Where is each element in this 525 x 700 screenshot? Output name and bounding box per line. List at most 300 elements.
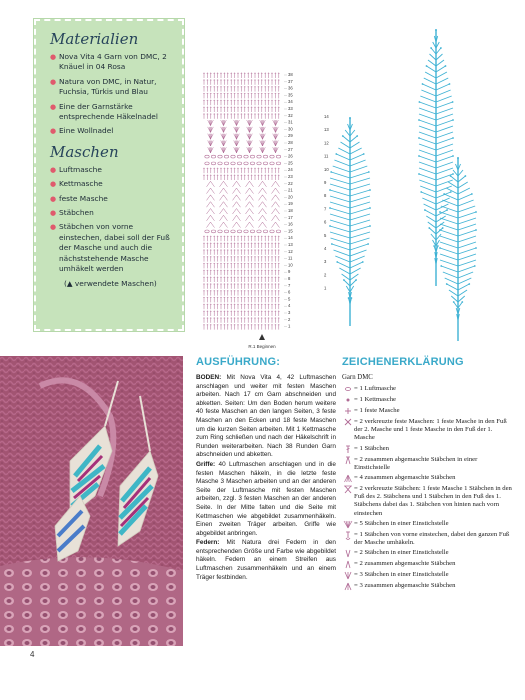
four-dc-together-icon <box>343 474 353 483</box>
feather-stitch <box>458 254 476 260</box>
feather-stitch <box>330 214 350 220</box>
feather-stitch <box>421 90 436 96</box>
chart-row <box>203 107 280 113</box>
feather-stitch <box>436 156 453 162</box>
feather-stitch <box>333 166 350 172</box>
feather-stitch <box>436 84 449 90</box>
feather-stitch <box>436 234 441 240</box>
feather-stitch <box>436 120 453 126</box>
chart-row <box>203 249 280 255</box>
chart-row <box>203 317 280 323</box>
feather-stitch <box>350 226 370 232</box>
feather-stitch <box>350 190 370 196</box>
chart-row <box>203 79 280 85</box>
feather-stitch <box>343 136 350 142</box>
row-number: 4 <box>288 303 291 309</box>
stitch-item <box>50 179 172 189</box>
feather-row-label: 1 <box>324 285 327 291</box>
materials-item-text: Eine der Garnstärke entsprechende Häkelnadel <box>59 101 158 122</box>
stitches-list <box>50 165 172 289</box>
stitch-item-text: Stäbchen von vorne einstechen, dabei soll der Fuß der Masche und auch die nächststehende Masche umhäkelt werden <box>59 222 170 274</box>
feather-stitch <box>350 130 355 136</box>
stitch-item <box>50 194 172 204</box>
chart-row <box>203 175 280 181</box>
chart-row <box>203 263 280 269</box>
symbol-row <box>342 520 512 529</box>
chart-row <box>203 311 280 317</box>
row-number: 2 <box>288 316 291 322</box>
feather-row-labels <box>324 114 329 291</box>
feather-row-label: 10 <box>324 166 329 172</box>
feather-row-label: 11 <box>324 153 329 159</box>
row-number: 35 <box>288 92 293 98</box>
feather-stitch <box>330 190 350 196</box>
feather-stitch <box>425 210 436 216</box>
symbols-subtitle: Garn DMC <box>342 374 373 381</box>
row-number: 16 <box>288 221 293 227</box>
symbol-row <box>342 456 512 472</box>
feather-stitch <box>350 196 370 202</box>
chart-row <box>208 127 279 132</box>
feather-stitch <box>342 274 350 280</box>
feather-stitch <box>436 90 451 96</box>
feather-stitch <box>442 200 458 206</box>
chart-row <box>205 162 281 165</box>
feather-stitch <box>436 114 453 120</box>
row-number: 38 <box>288 72 293 77</box>
feather-stitch <box>440 236 458 242</box>
stitch-item-text: Stäbchen <box>59 208 94 218</box>
feather-stitch <box>453 170 458 176</box>
feather-stitch <box>440 224 458 230</box>
feather-stitch <box>425 72 436 78</box>
feather-stitch <box>330 208 350 214</box>
feather-stitch <box>419 162 436 168</box>
feather-stitch <box>443 272 458 278</box>
chart-row <box>208 134 279 140</box>
feather-stitch <box>330 184 350 190</box>
feather-stitch <box>339 268 350 274</box>
symbol-description: = 1 Kettmasche <box>354 396 397 403</box>
symbol-row <box>342 571 512 580</box>
three-dc-dec-icon <box>343 582 353 591</box>
row-number: 13 <box>288 242 293 247</box>
feather-stitch <box>440 242 458 248</box>
feather-stitch <box>458 284 469 290</box>
symbol-description: = 1 Luftmasche <box>354 385 397 392</box>
symbol-row <box>342 407 512 416</box>
feather-stitch <box>337 262 350 268</box>
paragraph-label: Griffe: <box>196 460 216 468</box>
chart-row <box>207 181 280 187</box>
feather-stitch <box>341 142 350 148</box>
chart-grid <box>203 73 281 330</box>
row-number: 6 <box>288 289 291 295</box>
feather-stitch <box>336 154 350 160</box>
feather-stitch <box>458 230 476 236</box>
feather-stitch <box>458 272 473 278</box>
symbol-description: = 3 zusammen abgemaschte Stäbchen <box>354 582 456 590</box>
feather-stitch <box>428 222 436 228</box>
symbol-row <box>342 549 512 558</box>
materials-item <box>50 126 172 136</box>
feather-stitch <box>458 212 476 218</box>
feather-stitch <box>335 256 350 262</box>
feather-stitch <box>436 126 453 132</box>
double-crochet-icon <box>343 445 353 454</box>
feather-stitch <box>419 174 436 180</box>
instructions-title: AUSFÜHRUNG: <box>196 356 281 368</box>
feather-stitch <box>334 160 350 166</box>
feather-stitch <box>428 60 436 66</box>
feather-stitch <box>330 202 350 208</box>
feather-stitch <box>350 136 357 142</box>
feather-stitch <box>330 178 350 184</box>
feather-stitch <box>421 192 436 198</box>
symbol-row <box>342 445 512 454</box>
symbol-row <box>342 385 512 394</box>
feather-stitch <box>350 244 368 250</box>
feather-stitch <box>331 172 350 178</box>
feather-stitch <box>426 66 436 72</box>
chart-row <box>203 290 280 296</box>
shell-five-icon <box>343 520 353 529</box>
front-post-dc-icon <box>343 531 353 540</box>
feather-stitch <box>419 180 436 186</box>
stitch-item <box>50 208 172 218</box>
crossed-stitch-icon <box>343 418 353 427</box>
feather-stitch <box>436 96 452 102</box>
symbol-description: = 3 Stäbchen in einer Einstichstelle <box>354 571 449 579</box>
row-number: 25 <box>288 160 293 166</box>
materials-item-text: Nova Vita 4 Garn von DMC, 2 Knäuel in 04 Rosa <box>59 52 167 72</box>
symbol-list <box>342 385 512 591</box>
row-number: 31 <box>288 119 293 125</box>
bullet-icon: ● <box>50 127 57 136</box>
feather-stitch <box>350 250 367 256</box>
feather-stitch <box>429 228 436 234</box>
row-number: 21 <box>288 187 293 193</box>
feather-stitch <box>419 114 436 120</box>
chart-row <box>207 222 280 228</box>
row-number: 1 <box>288 323 291 329</box>
chart-row <box>205 230 281 233</box>
feather-stitch <box>458 266 475 272</box>
chart-row <box>207 188 280 194</box>
feather-stitch <box>447 284 458 290</box>
feather-stitch <box>350 268 361 274</box>
row-number: 10 <box>288 262 293 268</box>
feather-stitch <box>430 54 436 60</box>
feather-stitch <box>441 206 458 212</box>
row-number: 20 <box>288 194 293 200</box>
symbol-row <box>342 396 512 405</box>
feather-stitch <box>431 234 436 240</box>
slip-stitch-icon <box>343 396 353 405</box>
feather-stitch <box>419 102 436 108</box>
feather-stitch <box>422 198 436 204</box>
feather-stitch <box>419 150 436 156</box>
feather-stitch <box>436 60 444 66</box>
feather-stitch <box>445 278 458 284</box>
chart-row <box>203 297 280 303</box>
row-number: 37 <box>288 78 293 84</box>
feather-stitch <box>458 176 465 182</box>
feather-stitch <box>350 256 365 262</box>
instruction-paragraph <box>196 374 336 460</box>
feather-stitch <box>350 154 364 160</box>
row-number: 26 <box>288 153 293 159</box>
feather-stitch <box>330 196 350 202</box>
feather-stitch <box>436 132 453 138</box>
feather-stitch <box>440 212 458 218</box>
chart-row <box>203 113 280 119</box>
feather-stitch <box>436 78 448 84</box>
feather-stitch <box>350 220 370 226</box>
chart-row <box>203 93 280 99</box>
feather-row-label: 13 <box>324 127 329 133</box>
feather-row-label: 3 <box>324 259 327 265</box>
feather-stitch <box>458 194 472 200</box>
start-arrow-icon <box>259 334 265 340</box>
feather-stitch <box>420 186 436 192</box>
row-number: 22 <box>288 180 293 186</box>
row-number: 15 <box>288 228 293 234</box>
feather-stitch <box>350 238 370 244</box>
bullet-icon: ● <box>50 165 57 174</box>
symbol-row <box>342 418 512 443</box>
symbol-description: = 2 Stäbchen in einer Einstichstelle <box>354 549 449 557</box>
chart-row <box>203 256 280 262</box>
chart-row <box>203 236 280 242</box>
single-crochet-icon <box>343 407 353 416</box>
chart-row <box>203 270 280 276</box>
feather-stitch <box>419 156 436 162</box>
stitch-item-text: Luftmasche <box>59 164 102 174</box>
row-numbers <box>284 72 293 329</box>
row-number: 27 <box>288 146 293 152</box>
stitch-item-text: feste Masche <box>59 193 108 203</box>
row-number: 29 <box>288 133 293 139</box>
feather-stitch <box>350 232 370 238</box>
feather-stitch <box>458 182 468 188</box>
feather-stitch <box>458 224 476 230</box>
symbol-description: = 2 verkreuzte Stäbchen: 1 feste Masche 1 Stäbchen in den Fuß des 2. Stäbchens und 1 Stäbchen in den Fuß des 1. Stäbchens dabei das 1. Stäbchen von hinten nach vorn einstechen <box>354 485 512 517</box>
feather-stitch <box>426 216 436 222</box>
row-number: 7 <box>288 282 291 288</box>
chart-row <box>203 283 280 289</box>
feather-row-label: 5 <box>324 232 327 238</box>
feather-stitch <box>344 280 350 286</box>
feather-stitch <box>458 242 476 248</box>
stitches-heading: Maschen <box>50 142 119 161</box>
chart-row <box>203 324 280 330</box>
stitch-item-text: Kettmasche <box>59 179 103 189</box>
materials-heading: Materialien <box>50 30 139 48</box>
feather-row-label: 12 <box>324 140 329 146</box>
two-dc-together-icon <box>343 456 353 465</box>
chart-row <box>203 100 280 106</box>
row-number: 23 <box>288 174 293 179</box>
symbol-row <box>342 474 512 483</box>
feather-stitch <box>350 214 370 220</box>
symbol-description: = 1 Stäbchen <box>354 444 389 452</box>
feather-stitch <box>451 176 458 182</box>
feather-stitch <box>350 280 356 286</box>
symbol-row <box>342 485 512 518</box>
materials-item-text: Natura von DMC, in Natur, Fuchsia, Türkis und Blau <box>59 76 157 97</box>
feather-stitch <box>350 208 370 214</box>
materials-list <box>50 52 172 137</box>
feather-stitch <box>458 236 476 242</box>
feather-stitch <box>436 66 446 72</box>
feather-stitch <box>458 296 465 302</box>
symbol-description: = 1 feste Masche <box>354 407 400 414</box>
paragraph-text: Mit Natura drei Federn in den entsprechenden Größe und Farbe wie abgebildet häkeln. Federn an einem Streifen aus Luftmaschen zusammenhäkeln und an einem Träger festbinden. <box>196 539 336 581</box>
feather-stitch <box>333 250 350 256</box>
feather-stitch <box>436 150 453 156</box>
feather-stitch <box>431 48 436 54</box>
row-number: 5 <box>288 296 291 302</box>
materials-item <box>50 77 172 98</box>
feather-stitch <box>419 120 436 126</box>
feather-stitch <box>436 198 450 204</box>
feather-stitch <box>440 254 458 260</box>
symbol-description: = 1 Stäbchen von vorne einstechen, dabei den ganzen Fuß der Masche umhäkeln. <box>354 530 510 547</box>
row-number: 17 <box>288 214 293 220</box>
materials-item <box>50 52 172 73</box>
feather-stitch <box>436 144 453 150</box>
feather-stitch <box>330 226 350 232</box>
chart-row <box>208 147 279 153</box>
feather-row-label: 9 <box>324 180 327 185</box>
symbol-description: = 2 zusammen abgemaschte Stäbchen <box>354 560 456 568</box>
feather-stitch <box>440 248 458 254</box>
feather-row-label: 4 <box>324 246 327 251</box>
feather-stitch <box>338 148 350 154</box>
feather-stitch <box>350 184 370 190</box>
feather-chart-right <box>439 157 477 341</box>
feather-stitch <box>423 84 436 90</box>
row-number: 19 <box>288 201 293 207</box>
feather-stitch <box>350 148 362 154</box>
row-number: 14 <box>288 235 293 241</box>
three-dc-same-icon <box>343 571 353 580</box>
feather-stitch <box>350 262 363 268</box>
row-number: 34 <box>288 99 293 105</box>
symbol-legend <box>342 356 512 593</box>
symbol-description: = 5 Stäbchen in einer Einstichstelle <box>354 519 449 527</box>
chart-row <box>207 195 280 201</box>
row-number: 18 <box>288 208 293 213</box>
feather-stitch <box>350 172 369 178</box>
chart-row <box>208 120 279 126</box>
row-number: 28 <box>288 140 293 145</box>
feather-stitch <box>350 142 359 148</box>
feather-stitch <box>436 204 448 210</box>
chart-row <box>207 209 280 215</box>
row-number: 30 <box>288 126 293 132</box>
paragraph-text: 40 Luftmaschen anschlagen und in die festen Maschen häkeln, in die letzte feste Masche 3 Maschen arbeiten und an der anderen Seite der Luftmasche mit festen Maschen arbeiten, zzgl. 3 festen Maschen an der anderen Seite. In der Mitte falten und die Seite mit Kettmaschen wie abgebildet zusammenhäkeln. Einen zweiten Träger arbeiten. Griffe wie abgebildet anbringen. <box>196 460 336 537</box>
feather-chart-left <box>329 117 371 326</box>
chart-row <box>208 141 279 147</box>
bag-lace-border <box>0 557 183 646</box>
bullet-icon: ● <box>50 209 57 218</box>
feather-stitch <box>350 160 366 166</box>
two-dc-dec-icon <box>343 560 353 569</box>
paragraph-text: Mit Nova Vita 4, 42 Luftmaschen anschlagen und weiter mit festen Maschen arbeiten. Nach 17 cm Garn abschneiden und abketten. Seiten: Um den Boden herum weitere 40 feste Maschen an den langen Seiten, 3 feste Maschen an den Ecken und 18 feste Maschen um die kurzen Seiten arbeiten. Mit 1 Kettmasche zum Ring schließen und nach der Häkelschrift in Runden weiterarbeiten. Nach 38 Runden Garn abschneiden und abketten. <box>196 374 336 459</box>
feather-stitch <box>458 248 476 254</box>
symbol-description: = 4 zusammen abgemaschte Stäbchen <box>354 474 456 482</box>
feather-stitch <box>441 266 458 272</box>
feather-stitch <box>350 202 370 208</box>
chain-icon <box>343 385 353 394</box>
stitch-item <box>50 165 172 175</box>
feather-stitch <box>420 96 436 102</box>
bullet-icon: ● <box>50 102 57 111</box>
feather-stitch <box>458 188 470 194</box>
feather-stitch <box>436 102 453 108</box>
stitch-item <box>50 222 172 274</box>
feather-stitch <box>436 138 453 144</box>
feather-stitch <box>330 238 350 244</box>
feather-stitch <box>424 78 436 84</box>
materials-item <box>50 102 172 123</box>
feather-charts <box>318 18 508 348</box>
feather-stitch <box>436 108 453 114</box>
row-number: 9 <box>288 269 291 275</box>
two-dc-same-icon <box>343 549 353 558</box>
feather-stitch <box>424 204 436 210</box>
feather-stitch <box>330 232 350 238</box>
row-number: 11 <box>288 255 293 261</box>
feather-stitch <box>458 218 476 224</box>
feather-row-label: 8 <box>324 193 327 199</box>
bullet-icon: ● <box>50 223 57 232</box>
row-number: 32 <box>288 112 293 118</box>
feather-stitch <box>419 126 436 132</box>
feather-row-label: 14 <box>324 114 329 119</box>
feather-stitch <box>330 220 350 226</box>
feather-stitch <box>458 200 474 206</box>
feather-stitch <box>451 296 458 302</box>
materials-box <box>34 19 184 331</box>
feather-stitch <box>332 244 350 250</box>
feather-row-label: 2 <box>324 272 327 278</box>
instructions-section <box>196 356 336 583</box>
stitch-item <box>50 279 172 289</box>
row-number: 12 <box>288 248 293 254</box>
chart-row <box>203 86 280 92</box>
feather-stitch <box>436 174 453 180</box>
symbol-row <box>342 531 512 547</box>
feather-chart-large <box>418 29 454 286</box>
chart-row <box>205 155 281 158</box>
bullet-icon: ● <box>50 194 57 203</box>
symbol-description: = 2 zusammen abgemaschte Stäbchen in einer Einstichstelle <box>354 455 478 471</box>
feather-stitch <box>419 144 436 150</box>
bullet-icon: ● <box>50 53 57 61</box>
stitch-chart <box>200 68 310 350</box>
row-number: 33 <box>288 106 293 111</box>
row-number: 24 <box>288 167 293 173</box>
feather-stitch <box>419 132 436 138</box>
feather-stitch <box>436 168 453 174</box>
chart-row <box>203 243 280 249</box>
feather-stitch <box>440 230 458 236</box>
feather-stitch <box>458 260 476 266</box>
feather-stitch <box>440 260 458 266</box>
